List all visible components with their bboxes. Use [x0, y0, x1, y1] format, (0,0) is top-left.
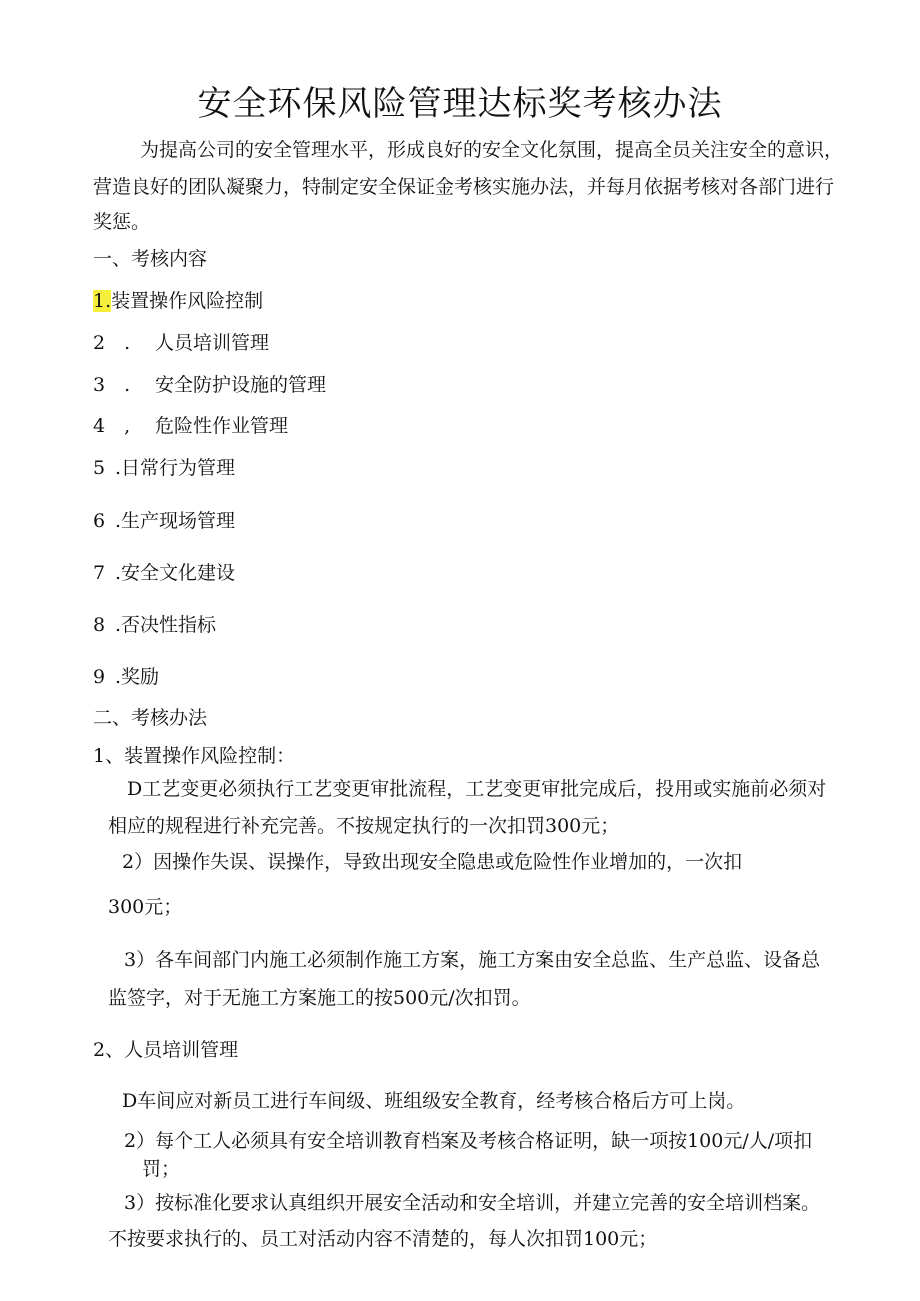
list-item-number: 7 — [93, 562, 125, 584]
list-item — [93, 372, 326, 398]
paragraph-line: 监签字，对于无施工方案施工的按500元/次扣罚。 — [108, 987, 531, 1009]
list-item-number: 8 — [93, 614, 125, 636]
list-item-number: 6 — [93, 510, 125, 532]
highlighted-number: 1. — [93, 290, 112, 312]
paragraph-line: 2）因操作失误、误操作，导致出现安全隐患或危险性作业增加的，一次扣 — [122, 851, 743, 873]
list-item — [93, 612, 216, 638]
section-heading-method: 二、考核办法 — [93, 707, 208, 729]
list-item-text: .奖励 — [115, 666, 160, 688]
list-item-text: 人员培训管理 — [155, 332, 270, 354]
intro-line-3: 奖惩。 — [93, 211, 151, 233]
list-item — [93, 560, 235, 586]
list-item-text: 安全防护设施的管理 — [155, 374, 327, 396]
paragraph-line: D车间应对新员工进行车间级、班组级安全教育，经考核合格后方可上岗。 — [122, 1090, 746, 1112]
list-item — [93, 330, 269, 356]
list-item-number: 3 . — [93, 374, 131, 396]
list-item-text: 装置操作风险控制 — [111, 290, 264, 312]
paragraph-line: 2）每个工人必须具有安全培训教育档案及考核合格证明，缺一项按100元/人/项扣 — [124, 1130, 813, 1152]
list-item — [93, 664, 159, 690]
intro-line-2: 营造良好的团队凝聚力，特制定安全保证金考核实施办法，并每月依据考核对各部门进行 — [93, 176, 835, 198]
section-heading-content: 一、考核内容 — [93, 248, 208, 270]
list-item — [93, 508, 235, 534]
paragraph-line: 300元； — [108, 896, 183, 918]
list-item — [93, 413, 288, 439]
list-item-text: .否决性指标 — [115, 614, 217, 636]
paragraph-line: 罚； — [142, 1158, 181, 1180]
list-item-number: 5 — [93, 457, 125, 479]
paragraph-line: 3）各车间部门内施工必须制作施工方案，施工方案由安全总监、生产总监、设备总 — [124, 949, 821, 971]
list-item-text: .安全文化建设 — [115, 562, 236, 584]
subsection-heading: 2、人员培训管理 — [93, 1039, 239, 1061]
paragraph-line: 3）按标准化要求认真组织开展安全活动和安全培训，并建立完善的安全培训档案。 — [124, 1192, 821, 1214]
list-item-text: .日常行为管理 — [115, 457, 236, 479]
list-item-text: .生产现场管理 — [115, 510, 236, 532]
paragraph-line: D工艺变更必须执行工艺变更审批流程，工艺变更审批完成后，投用或实施前必须对 — [127, 778, 827, 800]
list-item-number: 4 , — [93, 415, 131, 437]
list-item — [93, 288, 263, 314]
document-title: 安全环保风险管理达标奖考核办法 — [197, 84, 723, 124]
subsection-heading: 1、装置操作风险控制： — [93, 745, 296, 767]
list-item-number: 9 — [93, 666, 125, 688]
paragraph-line: 不按要求执行的、员工对活动内容不清楚的，每人次扣罚100元； — [108, 1228, 658, 1250]
intro-line-1: 为提高公司的安全管理水平，形成良好的安全文化氛围，提高全员关注安全的意识， — [140, 139, 844, 161]
list-item — [93, 455, 235, 481]
list-item-number: 2 . — [93, 332, 131, 354]
list-item-text: 危险性作业管理 — [155, 415, 289, 437]
paragraph-line: 相应的规程进行补充完善。不按规定执行的一次扣罚300元； — [108, 815, 620, 837]
